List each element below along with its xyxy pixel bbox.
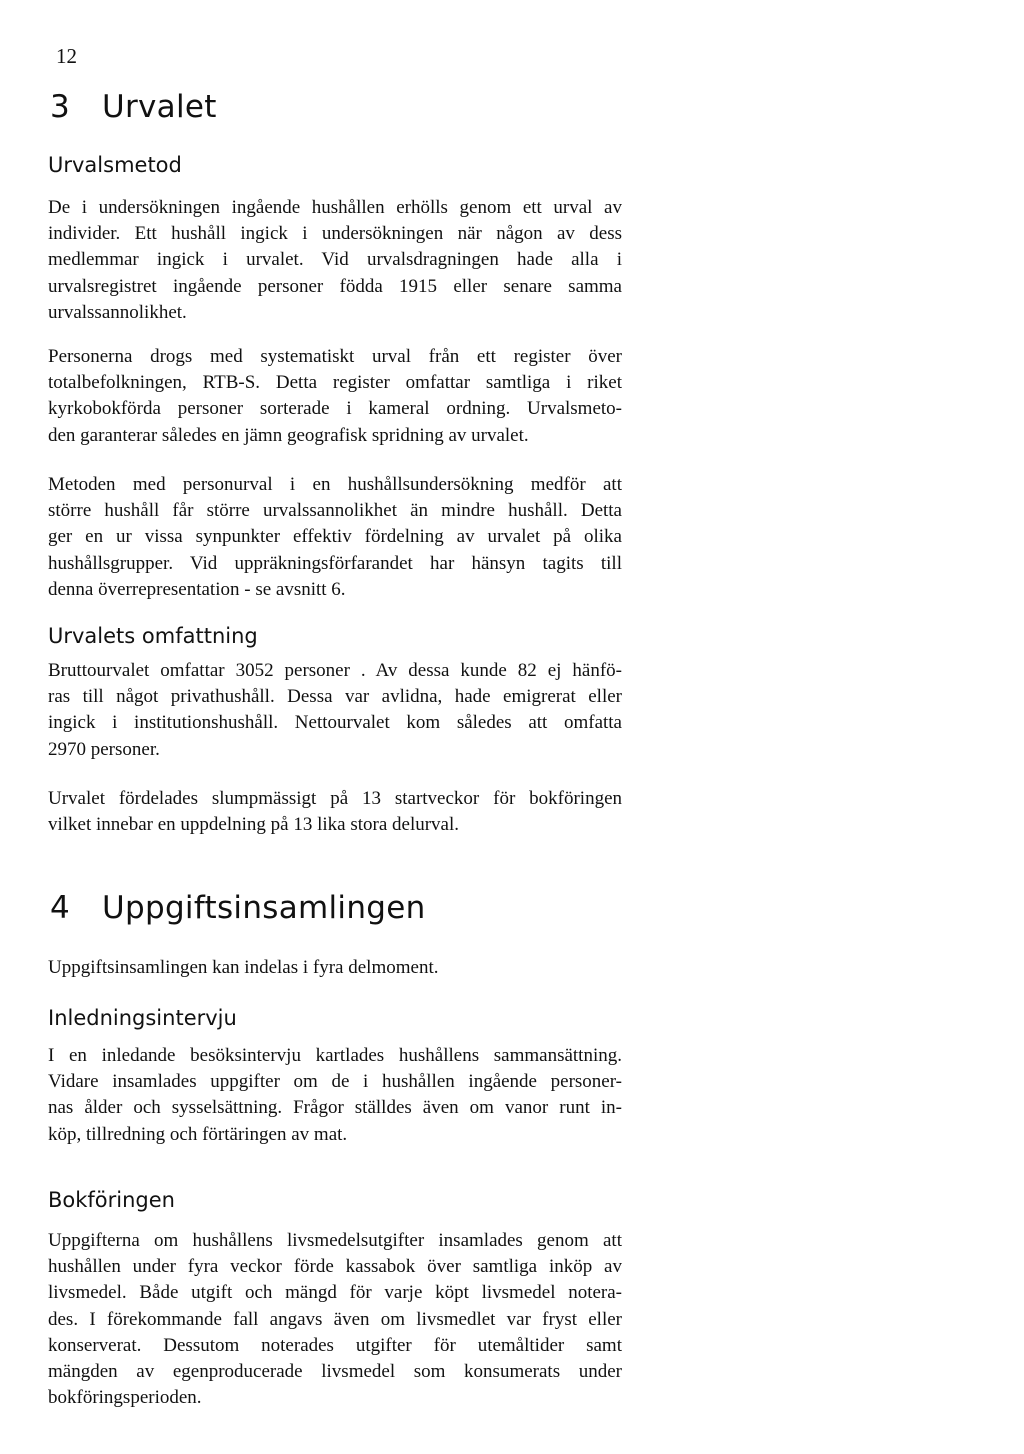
text-line: större hushåll får större urvalssannolikhet än mindre hushåll. Detta <box>48 500 622 522</box>
chapter-4-number: 4 <box>50 890 71 926</box>
text-line: 2970 personer. <box>48 738 160 760</box>
text-line: I en inledande besöksintervju kartlades hushållens sammansättning. <box>48 1045 622 1066</box>
paragraph-omfattning-2 <box>48 786 622 838</box>
text-line: Uppgifterna om hushållens livsmedelsutgifter insamlades genom att <box>48 1230 622 1251</box>
section-heading-urvalsmetod: Urvalsmetod <box>48 153 182 177</box>
paragraph-bokforingen-1 <box>48 1228 622 1411</box>
text-line: bokföringsperioden. <box>48 1387 202 1409</box>
text-line: Bruttourvalet omfattar 3052 personer . Av dessa kunde 82 ej hänfö- <box>48 660 622 681</box>
page-number: 12 <box>56 44 77 68</box>
text-line: livsmedel. Både utgift och mängd för varje köpt livsmedel notera- <box>48 1282 622 1304</box>
text-line: Personerna drogs med systematiskt urval från ett register över <box>48 346 622 367</box>
text-line: mängden av egenproducerade livsmedel som konsumerats under <box>48 1360 622 1382</box>
chapter-3-number: 3 <box>50 89 71 125</box>
text-line: Uppgiftsinsamlingen kan indelas i fyra delmoment. <box>48 957 439 978</box>
chapter-4-heading <box>50 890 426 926</box>
text-line: hushållen under fyra veckor förde kassabok över samtliga inköp av <box>48 1256 622 1278</box>
text-line: Urvalet fördelades slumpmässigt på 13 startveckor för bokföringen <box>48 788 622 809</box>
paragraph-inledningsintervju-1 <box>48 1043 622 1148</box>
chapter-3-heading <box>50 89 217 125</box>
paragraph-uppgiftsinsamlingen-intro <box>48 955 622 981</box>
text-line: totalbefolkningen, RTB-S. Detta register omfattar samtliga i riket <box>48 372 622 394</box>
text-line: nas ålder och sysselsättning. Frågor ställdes även om vanor runt in- <box>48 1097 622 1119</box>
text-line: köp, tillredning och förtäringen av mat. <box>48 1123 348 1145</box>
text-line: ras till något privathushåll. Dessa var avlidna, hade emigrerat eller <box>48 686 622 708</box>
text-line: hushållsgrupper. Vid uppräkningsförfarandet har hänsyn tagits till <box>48 552 622 574</box>
section-heading-inledningsintervju: Inledningsintervju <box>48 1006 237 1030</box>
text-line: urvalsregistret ingående personer födda 1915 eller senare samma <box>48 275 622 297</box>
text-line: individer. Ett hushåll ingick i undersökningen när någon av dess <box>48 223 622 245</box>
text-line: konserverat. Dessutom noterades utgifter för utemåltider samt <box>48 1334 622 1356</box>
paragraph-omfattning-1 <box>48 658 622 763</box>
text-line: urvalssannolikhet. <box>48 301 187 323</box>
chapter-4-title: Uppgiftsinsamlingen <box>102 890 426 926</box>
paragraph-urvalsmetod-3 <box>48 472 622 603</box>
chapter-3-title: Urvalet <box>102 89 217 125</box>
text-line: ingick i institutionshushåll. Nettourvalet kom således att omfatta <box>48 712 622 734</box>
section-heading-urvalets-omfattning: Urvalets omfattning <box>48 624 258 648</box>
text-line: vilket innebar en uppdelning på 13 lika stora delurval. <box>48 814 460 836</box>
text-line: De i undersökningen ingående hushållen erhölls genom ett urval av <box>48 197 622 218</box>
text-line: medlemmar ingick i urvalet. Vid urvalsdragningen hade alla i <box>48 249 622 271</box>
section-heading-bokforingen: Bokföringen <box>48 1188 175 1212</box>
text-line: denna överrepresentation - se avsnitt 6. <box>48 578 346 600</box>
text-line: Metoden med personurval i en hushållsundersökning medför att <box>48 474 622 495</box>
text-line: den garanterar således en jämn geografisk spridning av urvalet. <box>48 424 529 446</box>
paragraph-urvalsmetod-2 <box>48 344 622 449</box>
text-line: kyrkobokförda personer sorterade i kameral ordning. Urvalsmeto- <box>48 398 622 420</box>
text-line: Vidare insamlades uppgifter om de i hushållen ingående personer- <box>48 1071 622 1093</box>
text-line: ger en ur vissa synpunkter effektiv fördelning av urvalet på olika <box>48 526 622 548</box>
text-line: des. I förekommande fall angavs även om livsmedlet var fryst eller <box>48 1308 622 1330</box>
paragraph-urvalsmetod-1 <box>48 195 622 326</box>
